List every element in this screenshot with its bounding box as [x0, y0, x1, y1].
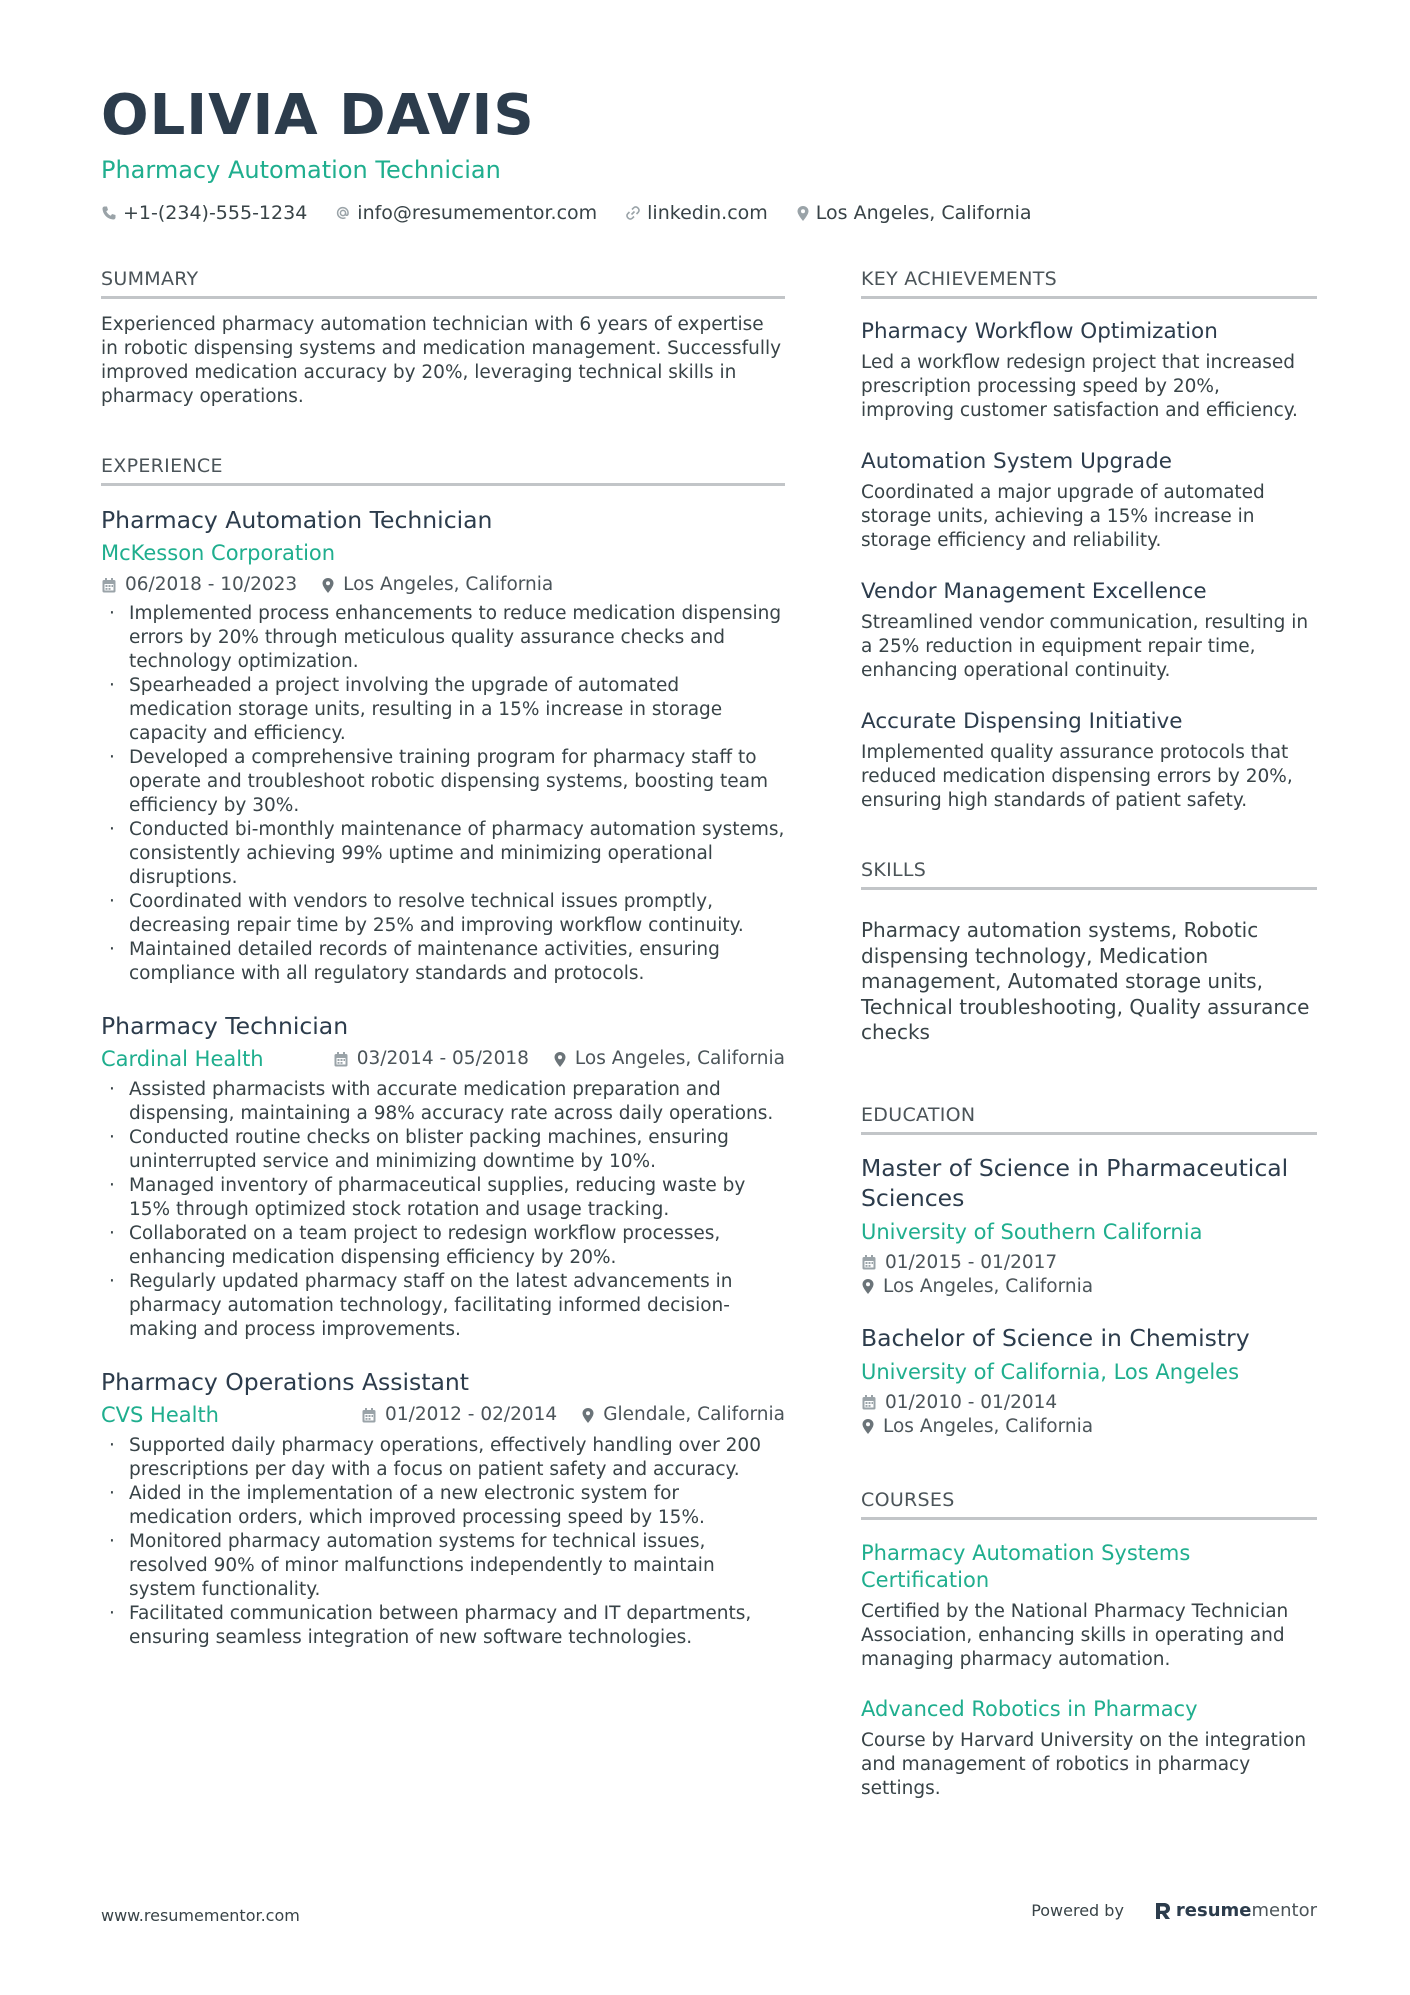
brand-name-rest: mentor [1251, 1900, 1317, 1921]
contact-row [101, 202, 1309, 224]
courses-heading: COURSES [861, 1487, 1317, 1520]
education-location [861, 1415, 1317, 1439]
education-dates [861, 1391, 1317, 1415]
job-dates [333, 1046, 529, 1072]
job-entry [101, 1010, 785, 1342]
job-location-text: Glendale, California [603, 1404, 785, 1425]
bullet-item: · Assisted pharmacists with accurate medication preparation and dispensing, maintaining a 98% accuracy rate across daily operations. [101, 1078, 785, 1126]
course-title: Advanced Robotics in Pharmacy [861, 1696, 1198, 1721]
achievements-heading: KEY ACHIEVEMENTS [861, 266, 1317, 299]
education-location-text: Los Angeles, California [883, 1415, 1094, 1437]
education-degree: Master of Science in Pharmaceutical Sciences [861, 1153, 1289, 1212]
link-icon [625, 205, 641, 221]
job-dates-text: 01/2012 - 02/2014 [385, 1404, 558, 1425]
calendar-icon [861, 1394, 877, 1411]
skills-heading: SKILLS [861, 857, 1317, 890]
course-title: Pharmacy Automation Systems Certification [861, 1540, 1191, 1592]
education-heading: EDUCATION [861, 1102, 1317, 1135]
resume-header [101, 80, 1309, 224]
phone-text: +1-(234)-555-1234 [123, 202, 308, 224]
bullet-item: · Facilitated communication between pharmacy and IT departments, ensuring seamless integration of new software technologies. [101, 1602, 785, 1650]
powered-by-label: Powered by [1031, 1901, 1124, 1920]
achievement-text: Implemented quality assurance protocols that reduced medication dispensing errors by 20%, ensuring high standards of patient safety. [861, 742, 1293, 811]
achievement-item [861, 447, 1317, 553]
education-location [861, 1275, 1317, 1299]
summary-text: Experienced pharmacy automation technician with 6 years of expertise in robotic dispensing systems and medication management. Successfully improved medication accuracy by 20%, leveraging technical skills in pharmacy operations. [101, 314, 782, 407]
job-location-text: Los Angeles, California [574, 1048, 785, 1069]
job-entry [101, 504, 785, 986]
bullet-item: · Coordinated with vendors to resolve technical issues promptly, decreasing repair time by 25% and improving workflow continuity. [101, 890, 785, 938]
brand-logo[interactable] [1154, 1900, 1317, 1921]
achievement-item [861, 577, 1317, 683]
job-dates-text: 03/2014 - 05/2018 [356, 1048, 529, 1069]
achievement-text: Led a workflow redesign project that increased prescription processing speed by 20%, improving customer satisfaction and efficiency. [861, 352, 1298, 421]
course-text: Certified by the National Pharmacy Technician Association, enhancing skills in operating and managing pharmacy automation. [861, 1600, 1289, 1670]
calendar-icon [333, 1051, 349, 1068]
bullet-item: · Spearheaded a project involving the upgrade of automated medication storage units, resulting in a 15% increase in storage capacity and efficiency. [101, 674, 785, 746]
job-entry [101, 1366, 785, 1650]
job-meta [101, 572, 785, 598]
resumementor-logo-icon [1154, 1901, 1172, 1921]
job-meta [361, 1402, 785, 1428]
education-dates-text: 01/2015 - 01/2017 [885, 1251, 1058, 1273]
phone-icon [101, 205, 117, 221]
job-bullets [101, 1434, 785, 1650]
skills-text: Pharmacy automation systems, Robotic dispensing technology, Medication management, Automated storage units, Technical troubleshooting, Quality assurance checks [861, 918, 1310, 1044]
candidate-name: OLIVIA DAVIS [101, 83, 535, 148]
job-dates-text: 06/2018 - 10/2023 [125, 574, 298, 595]
contact-email[interactable] [335, 202, 597, 224]
bullet-item: · Developed a comprehensive training program for pharmacy staff to operate and troubleshoot robotic dispensing systems, boosting team efficiency by 30%. [101, 746, 785, 818]
bullet-item: · Regularly updated pharmacy staff on the latest advancements in pharmacy automation technology, facilitating informed decision-making and process improvements. [101, 1270, 785, 1342]
achievement-title: Accurate Dispensing Initiative [861, 709, 1183, 734]
achievement-title: Automation System Upgrade [861, 449, 1172, 474]
bullet-item: · Supported daily pharmacy operations, effectively handling over 200 prescriptions per day with a focus on patient safety and accuracy. [101, 1434, 785, 1482]
right-column [861, 266, 1317, 1801]
education-item [861, 1323, 1317, 1439]
location-pin-icon [861, 1418, 875, 1435]
contact-linkedin[interactable] [625, 202, 768, 224]
calendar-icon [361, 1407, 377, 1424]
achievement-text: Streamlined vendor communication, resulting in a 25% reduction in equipment repair time, enhancing operational continuity. [861, 612, 1309, 681]
footer-powered [1031, 1900, 1317, 1921]
bullet-item: · Monitored pharmacy automation systems for technical issues, resolved 90% of minor malfunctions independently to maintain system functionality. [101, 1530, 785, 1602]
job-company: CVS Health [101, 1403, 219, 1427]
bullet-item: · Aided in the implementation of a new electronic system for medication orders, which improved processing speed by 15%. [101, 1482, 785, 1530]
calendar-icon [861, 1254, 877, 1271]
job-bullets [101, 1078, 785, 1342]
location-pin-icon [553, 1051, 567, 1068]
bullet-item: · Implemented process enhancements to reduce medication dispensing errors by 20% through meticulous quality assurance checks and technology optimization. [101, 602, 785, 674]
job-location [321, 572, 553, 598]
education-degree: Bachelor of Science in Chemistry [861, 1323, 1250, 1352]
job-meta [333, 1046, 785, 1072]
location-pin-icon [321, 577, 335, 594]
achievement-item [861, 707, 1317, 813]
education-school: University of California, Los Angeles [861, 1359, 1240, 1384]
achievement-item [861, 317, 1317, 423]
footer-website[interactable]: www.resumementor.com [101, 1906, 300, 1925]
bullet-item: · Maintained detailed records of maintenance activities, ensuring compliance with all regulatory standards and protocols. [101, 938, 785, 986]
email-text: info@resumementor.com [357, 202, 598, 224]
location-pin-icon [796, 205, 810, 222]
at-icon [335, 205, 351, 221]
job-dates [361, 1402, 557, 1428]
job-location-text: Los Angeles, California [343, 574, 554, 595]
education-item [861, 1153, 1317, 1299]
job-bullets [101, 602, 785, 986]
summary-heading: SUMMARY [101, 266, 785, 299]
course-item [861, 1696, 1317, 1801]
job-title: Pharmacy Technician [101, 1012, 349, 1040]
candidate-title: Pharmacy Automation Technician [101, 156, 501, 184]
education-dates-text: 01/2010 - 01/2014 [885, 1391, 1058, 1413]
job-location [553, 1046, 785, 1072]
job-company-row [101, 1400, 785, 1430]
bullet-item: · Conducted routine checks on blister packing machines, ensuring uninterrupted service and minimizing downtime by 10%. [101, 1126, 785, 1174]
job-title: Pharmacy Operations Assistant [101, 1368, 470, 1396]
calendar-icon [101, 577, 117, 594]
bullet-item: · Conducted bi-monthly maintenance of pharmacy automation systems, consistently achieving 99% uptime and minimizing operational disruptions. [101, 818, 785, 890]
job-company-row [101, 1044, 785, 1074]
contact-location [796, 202, 1032, 224]
bullet-item: · Collaborated on a team project to redesign workflow processes, enhancing medication dispensing efficiency by 20%. [101, 1222, 785, 1270]
linkedin-text: linkedin.com [647, 202, 768, 224]
location-text: Los Angeles, California [815, 202, 1032, 224]
bullet-item: · Managed inventory of pharmaceutical supplies, reducing waste by 15% through optimized stock rotation and usage tracking. [101, 1174, 785, 1222]
job-title: Pharmacy Automation Technician [101, 506, 493, 534]
experience-heading: EXPERIENCE [101, 453, 785, 486]
job-company: McKesson Corporation [101, 541, 336, 565]
location-pin-icon [861, 1278, 875, 1295]
job-company: Cardinal Health [101, 1047, 264, 1071]
contact-phone[interactable] [101, 202, 307, 224]
achievement-title: Pharmacy Workflow Optimization [861, 319, 1218, 344]
brand-name-bold: resume [1175, 1900, 1252, 1921]
education-dates [861, 1251, 1317, 1275]
left-column [101, 266, 785, 1650]
job-location [581, 1402, 785, 1428]
job-dates [101, 572, 297, 598]
education-school: University of Southern California [861, 1219, 1203, 1244]
achievement-title: Vendor Management Excellence [861, 579, 1207, 604]
education-location-text: Los Angeles, California [883, 1275, 1094, 1297]
course-item [861, 1540, 1317, 1672]
location-pin-icon [581, 1407, 595, 1424]
course-text: Course by Harvard University on the integration and management of robotics in pharmacy settings. [861, 1729, 1307, 1799]
achievement-text: Coordinated a major upgrade of automated storage units, achieving a 15% increase in storage efficiency and reliability. [861, 482, 1265, 551]
